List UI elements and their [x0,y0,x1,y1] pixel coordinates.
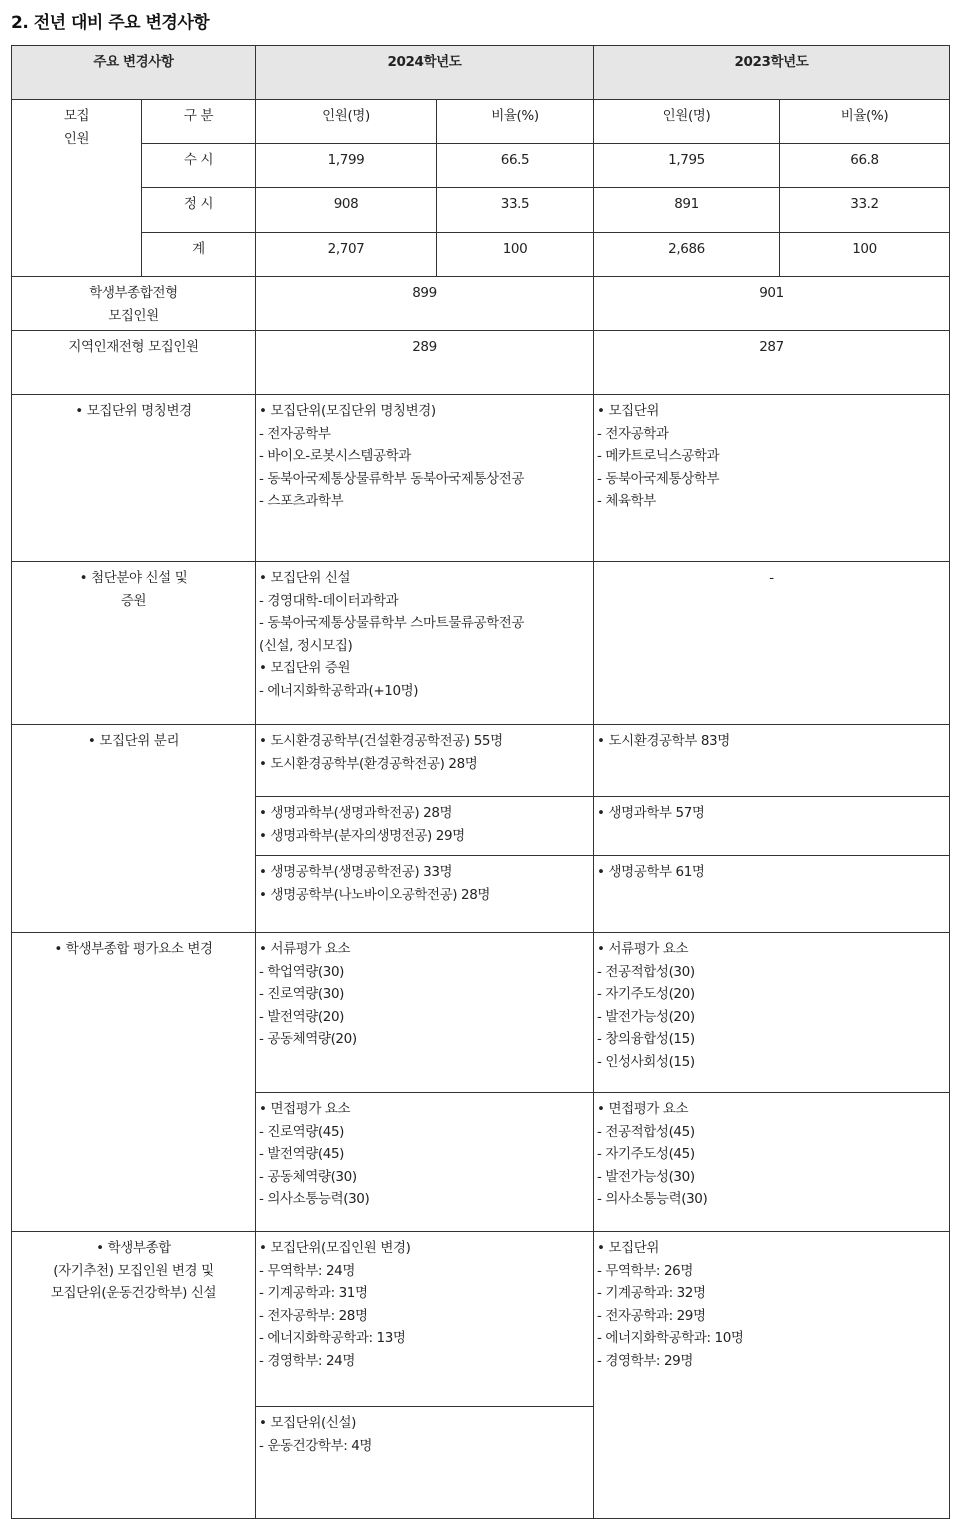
ratio-2024-cell: 100 [437,233,594,277]
text-line: • 도시환경공학부(건설환경공학전공) 55명 [259,733,503,749]
count-2023-cell: 2,686 [594,233,780,277]
text-line: - 공동체역량(30) [259,1168,357,1185]
category-cell: 정 시 [142,188,256,233]
sub-header-count-2023: 인원(명) [594,100,780,144]
text-line: • 생명과학부 57명 [597,805,705,821]
text-line: • 모집단위(신설) [259,1415,357,1431]
student-record-2024: 899 [256,277,594,331]
document-eval-2024 [256,933,594,1093]
text-line: - 바이오-로봇시스템공학과 [259,448,411,464]
ratio-2023-cell: 66.8 [780,144,950,188]
text-line: - 기계공학과: 32명 [597,1285,706,1301]
rename-2024 [256,395,594,562]
text-line: - 전자공학부 [259,425,331,442]
text-line: - [769,570,774,586]
count-2024-cell: 2,707 [256,233,437,277]
self-recommend-change-2024 [256,1232,594,1407]
text-line: - 동북아국제통상물류학부 동북아국제통상전공 [259,470,525,487]
text-line: - 창의융합성(15) [597,1031,695,1047]
text-line: • 서류평가 요소 [259,941,351,957]
text-line: - 발전가능성(20) [597,1008,695,1025]
regional-2023: 287 [594,331,950,395]
text-line: - 에너지화학공학과: 13명 [259,1330,406,1346]
regional-2024: 289 [256,331,594,395]
rename-label [12,395,256,562]
text-line: - 동북아국제통상물류학부 스마트물류공학전공 [259,615,525,631]
count-2023-cell: 1,795 [594,144,780,188]
ratio-2023-cell: 33.2 [780,188,950,233]
text-line: 인원 [63,130,90,147]
text-line: • 생명공학부(나노바이오공학전공) 28명 [259,886,491,903]
text-line: - 전자공학부: 28명 [259,1307,368,1324]
advanced-2023 [594,562,950,725]
category-cell: 수 시 [142,144,256,188]
text-line: - 전공적합성(45) [597,1123,695,1140]
header-main-changes: 주요 변경사항 [12,46,256,100]
text-line: • 모집단위 신설 [259,570,351,586]
self-recommend-2023 [594,1232,950,1519]
split-2023 [594,856,950,933]
advanced-2024 [256,562,594,725]
text-line: - 메카트로닉스공학과 [597,448,720,464]
sub-header-ratio-2024: 비율(%) [437,100,594,144]
split-2024 [256,797,594,856]
text-line: • 생명공학부(생명공학전공) 33명 [259,864,453,880]
changes-table [11,45,950,1519]
split-2023 [594,797,950,856]
header-2023: 2023학년도 [594,46,950,100]
text-line: 모집단위(운동건강학부) 신설 [50,1285,217,1301]
text-line: - 자기주도성(45) [597,1146,695,1162]
text-line: 모집인원 [108,307,159,324]
sub-header-category: 구 분 [142,100,256,144]
text-line: - 공동체역량(20) [259,1031,357,1047]
split-2023 [594,725,950,797]
text-line: • 생명과학부(생명과학전공) 28명 [259,805,453,821]
rename-2023 [594,395,950,562]
text-line: • 도시환경공학부 83명 [597,733,730,749]
text-line: - 자기주도성(20) [597,986,695,1002]
text-line: • 도시환경공학부(환경공학전공) 28명 [259,755,478,772]
student-record-2023: 901 [594,277,950,331]
text-line: - 학업역량(30) [259,963,345,980]
interview-eval-2024 [256,1093,594,1232]
section-title: 2. 전년 대비 주요 변경사항 [11,13,210,33]
count-2024-cell: 1,799 [256,144,437,188]
document-eval-2023 [594,933,950,1093]
text-line: - 전공적합성(30) [597,963,695,980]
ratio-2023-cell: 100 [780,233,950,277]
text-line: - 발전역량(20) [259,1008,345,1025]
split-label [12,725,256,933]
category-cell: 계 [142,233,256,277]
text-line: - 진로역량(30) [259,986,345,1002]
text-line: - 에너지화학공학과: 10명 [597,1330,744,1346]
text-line: - 의사소통능력(30) [597,1191,708,1207]
header-2024: 2024학년도 [256,46,594,100]
text-line: - 체육학부 [597,493,656,509]
ratio-2024-cell: 66.5 [437,144,594,188]
text-line: - 무역학부: 24명 [259,1262,355,1279]
count-2024-cell: 908 [256,188,437,233]
table-row [12,144,950,188]
text-line: - 기계공학과: 31명 [259,1285,368,1301]
table-row [12,233,950,277]
text-line: - 동북아국제통상학부 [597,470,720,487]
text-line: - 무역학부: 26명 [597,1262,693,1279]
text-line: - 인성사회성(15) [597,1053,695,1070]
text-line: • 서류평가 요소 [597,941,689,957]
text-line: • 모집단위 분리 [87,733,180,749]
advanced-label [12,562,256,725]
student-record-label [12,277,256,331]
text-line: - 경영학부: 29명 [597,1352,693,1369]
count-2023-cell: 891 [594,188,780,233]
sub-header-count-2024: 인원(명) [256,100,437,144]
text-line: (신설, 정시모집) [259,637,353,654]
interview-eval-2023 [594,1093,950,1232]
text-line: • 학생부종합 [96,1240,171,1256]
text-line: 학생부종합전형 [89,285,178,301]
text-line: • 모집단위(모집인원 변경) [259,1240,411,1256]
self-recommend-new-2024 [256,1407,594,1519]
split-2024 [256,725,594,797]
text-line: - 전자공학과: 29명 [597,1307,706,1324]
recruit-label [12,100,142,277]
text-line: • 모집단위 증원 [259,660,351,676]
text-line: - 진로역량(45) [259,1123,345,1140]
text-line: - 운동건강학부: 4명 [259,1437,373,1454]
text-line: • 면접평가 요소 [259,1101,351,1117]
text-line: 증원 [120,592,147,609]
split-2024 [256,856,594,933]
regional-label: 지역인재전형 모집인원 [12,331,256,395]
text-line: • 모집단위 [597,403,660,419]
self-recommend-label [12,1232,256,1519]
text-line: • 모집단위 명칭변경 [75,403,192,419]
text-line: - 경영대학-데이터과학과 [259,592,399,609]
text-line: • 학생부종합 평가요소 변경 [54,941,213,957]
text-line: - 전자공학과 [597,425,669,442]
text-line: - 의사소통능력(30) [259,1191,370,1207]
text-line: • 모집단위 [597,1240,660,1256]
evaluation-label [12,933,256,1232]
text-line: - 스포츠과학부 [259,493,344,509]
text-line: - 에너지화학공학과(+10명) [259,682,419,699]
text-line: • 모집단위(모집단위 명칭변경) [259,403,436,419]
text-line: - 발전가능성(30) [597,1168,695,1185]
table-row [12,188,950,233]
text-line: 모집 [63,108,90,124]
sub-header-ratio-2023: 비율(%) [780,100,950,144]
text-line: • 생명공학부 61명 [597,864,705,880]
text-line: - 경영학부: 24명 [259,1352,355,1369]
text-line: (자기추천) 모집인원 변경 및 [53,1262,214,1279]
text-line: • 면접평가 요소 [597,1101,689,1117]
text-line: - 발전역량(45) [259,1146,345,1162]
ratio-2024-cell: 33.5 [437,188,594,233]
text-line: • 첨단분야 신설 및 [79,570,188,586]
text-line: • 생명과학부(분자의생명전공) 29명 [259,827,465,844]
